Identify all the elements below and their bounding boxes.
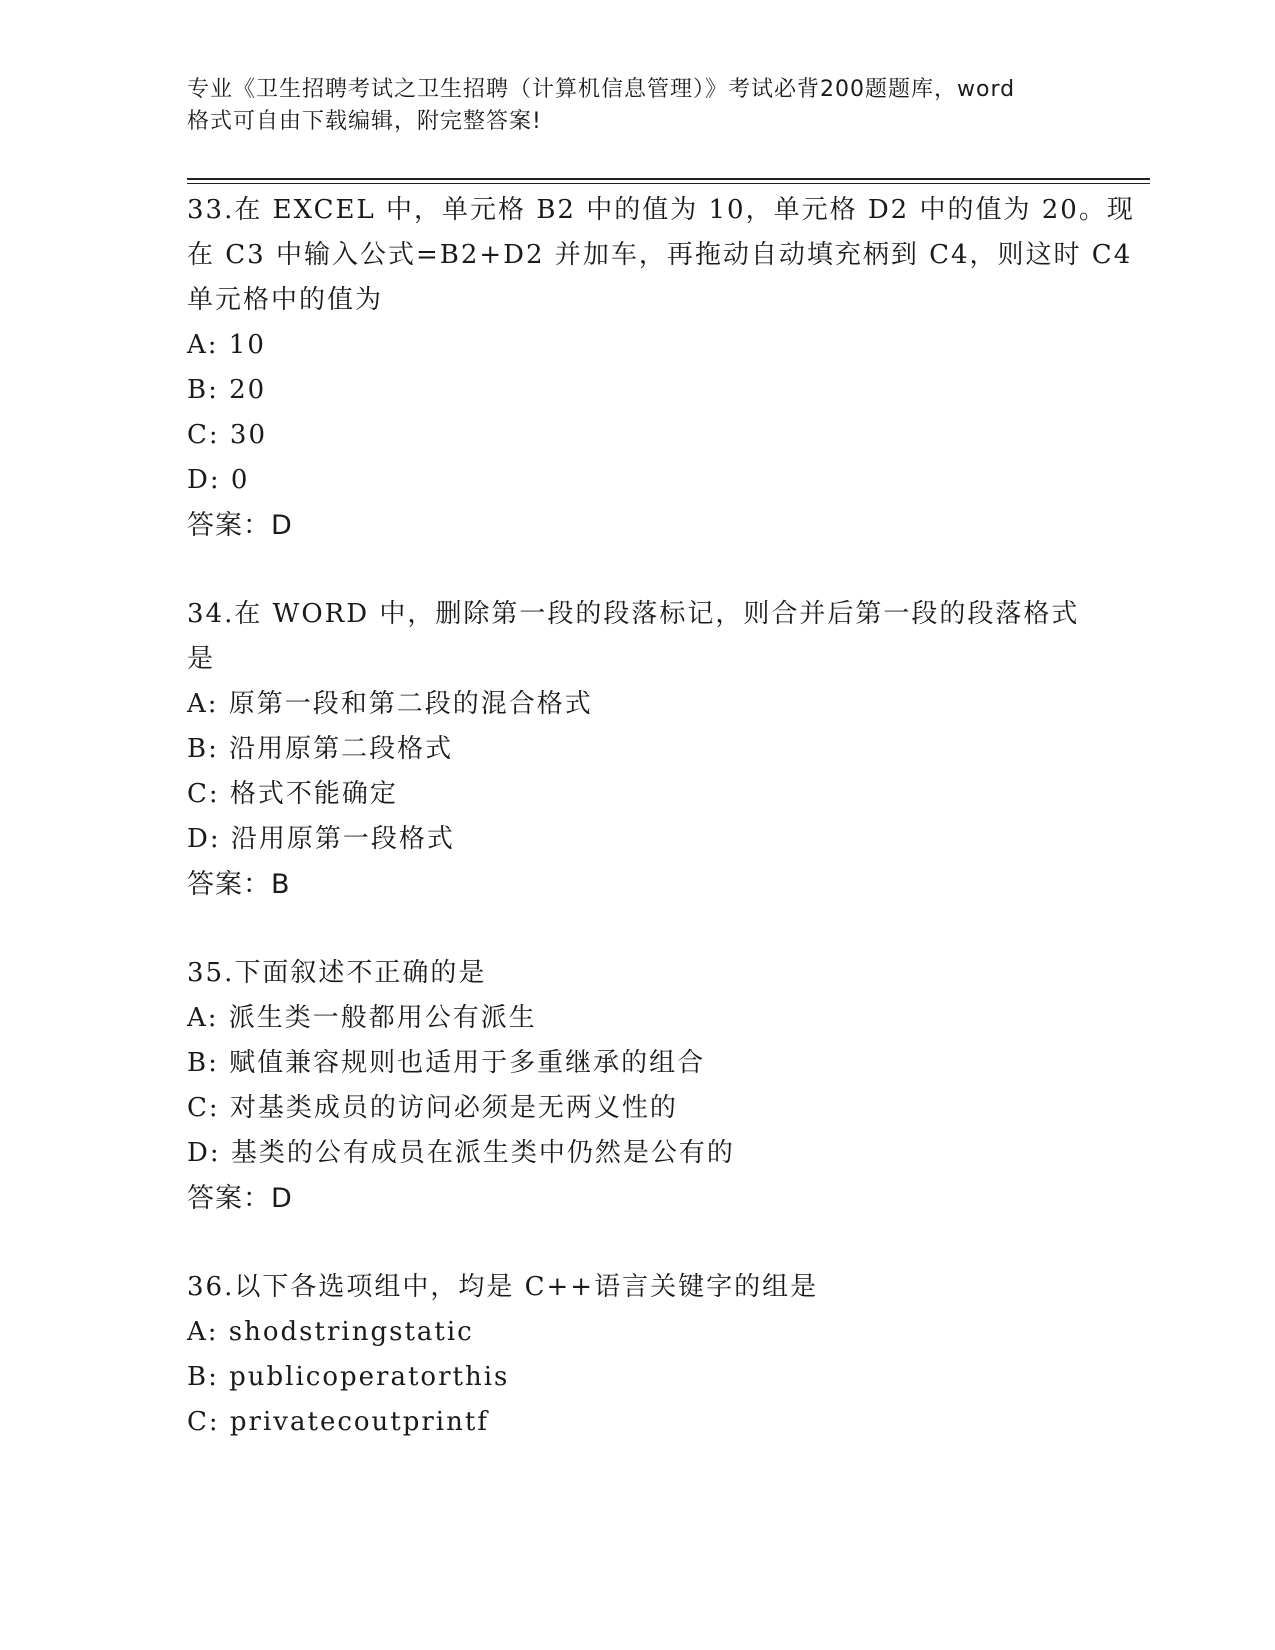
question-35: [187, 951, 1067, 1221]
option-b: B: publicoperatorthis: [187, 1362, 510, 1392]
question-stem-line: 单元格中的值为: [187, 285, 384, 315]
option-b: B: 沿用原第二段格式: [187, 734, 454, 764]
question-stem-line: 35.下面叙述不正确的是: [187, 958, 487, 988]
option-c: C: 对基类成员的访问必须是无两义性的: [187, 1093, 678, 1123]
document-header: [187, 74, 1087, 138]
answer-line: 答案：D: [187, 1183, 293, 1214]
option-a: A: shodstringstatic: [187, 1317, 474, 1347]
option-a: A: 原第一段和第二段的混合格式: [187, 689, 593, 719]
question-stem-line: 36.以下各选项组中，均是 C++语言关键字的组是: [187, 1272, 819, 1302]
option-c: C: 30: [187, 420, 268, 450]
header-divider-thin: [187, 183, 1150, 184]
header-title-line-1: 专业《卫生招聘考试之卫生招聘（计算机信息管理）》考试必背200题题库，word: [187, 77, 1016, 102]
question-33: [187, 188, 1135, 548]
option-d: D: 0: [187, 465, 250, 495]
question-36: [187, 1265, 1067, 1445]
option-d: D: 沿用原第一段格式: [187, 824, 455, 854]
question-list: [187, 188, 1135, 1489]
option-b: B: 20: [187, 375, 267, 405]
option-d: D: 基类的公有成员在派生类中仍然是公有的: [187, 1138, 735, 1168]
question-stem-line: 34.在 WORD 中，删除第一段的段落标记，则合并后第一段的段落格式: [187, 599, 1080, 629]
answer-line: 答案：D: [187, 510, 293, 541]
header-title-line-2: 格式可自由下载编辑，附完整答案!: [187, 109, 542, 134]
option-c: C: privatecoutprintf: [187, 1407, 489, 1437]
header-divider-thick: [187, 178, 1150, 180]
option-c: C: 格式不能确定: [187, 779, 398, 809]
option-a: A: 派生类一般都用公有派生: [187, 1003, 537, 1033]
option-a: A: 10: [187, 330, 266, 360]
answer-line: 答案：B: [187, 869, 291, 900]
question-34: [187, 592, 1080, 907]
question-stem-line: 在 C3 中输入公式=B2+D2 并加车，再拖动自动填充柄到 C4，则这时 C4: [187, 240, 1133, 270]
option-b: B: 赋值兼容规则也适用于多重继承的组合: [187, 1048, 706, 1078]
question-stem-line: 是: [187, 644, 216, 674]
question-stem-line: 33.在 EXCEL 中，单元格 B2 中的值为 10，单元格 D2 中的值为 20。现: [187, 195, 1135, 225]
